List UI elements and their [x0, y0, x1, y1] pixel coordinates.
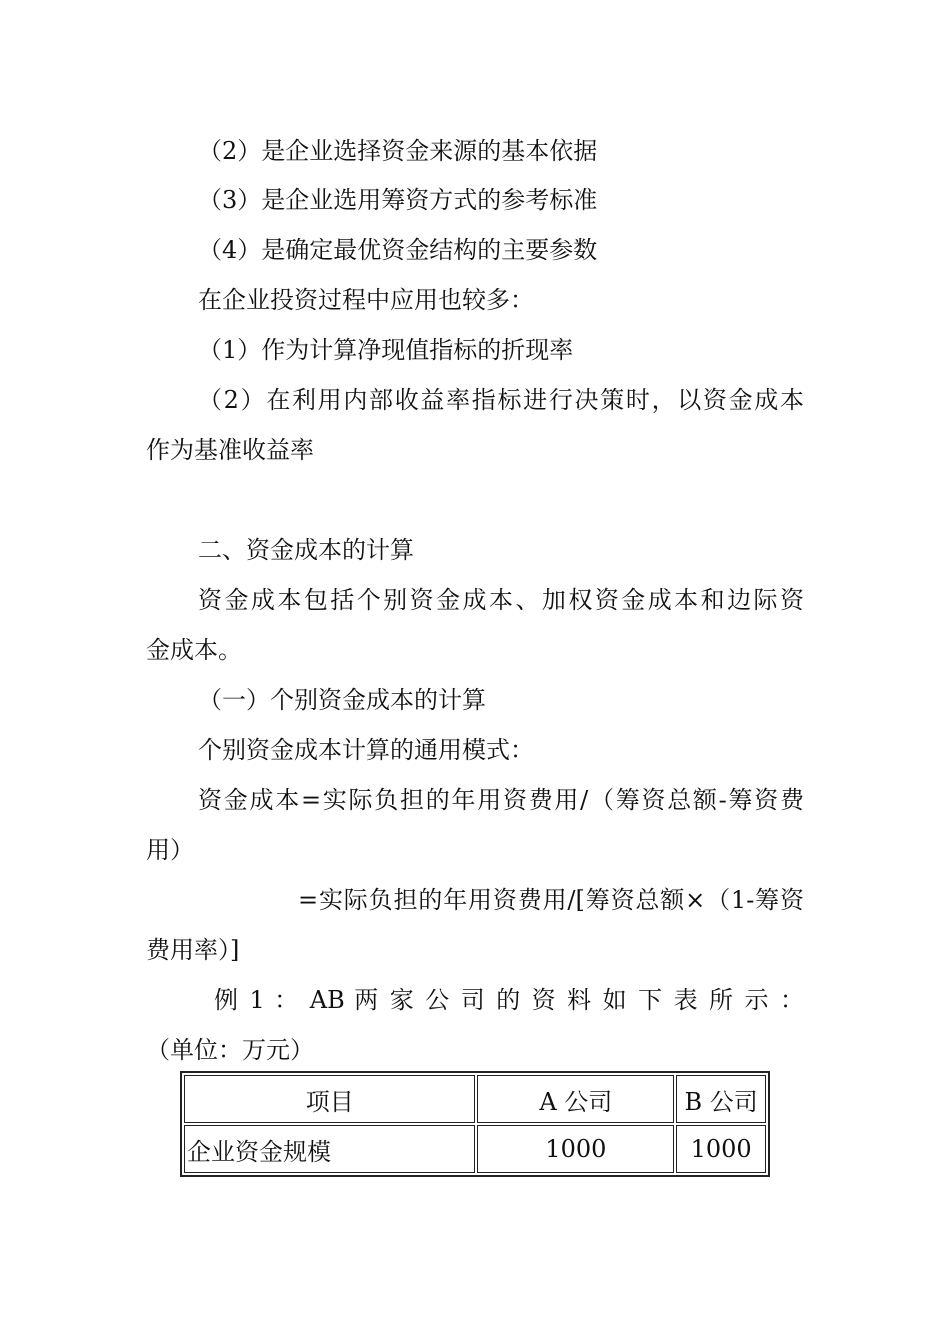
company-data-table: [180, 1071, 770, 1177]
example-intro-line1: 例 1 ： AB 两 家 公 司 的 资 料 如 下 表 所 示 ：: [214, 986, 804, 1014]
cell-company-a: 1000: [477, 1125, 674, 1173]
subsection-heading-individual: （一）个别资金成本的计算: [198, 686, 486, 714]
header-company-a: A 公司: [477, 1075, 674, 1123]
table-row: [184, 1125, 766, 1173]
formula-line2: =实际负担的年用资费用/[筹资总额×（1-筹资: [298, 886, 804, 914]
paragraph-cost-types-line2: 金成本。: [146, 636, 242, 664]
formula-line1: 资金成本=实际负担的年用资费用/（筹资总额-筹资费: [198, 786, 804, 814]
paragraph-discount-rate: （1）作为计算净现值指标的折现率: [198, 336, 574, 364]
cell-company-b: 1000: [676, 1125, 766, 1173]
header-item: 项目: [184, 1075, 475, 1123]
header-company-b: B 公司: [676, 1075, 766, 1123]
section-heading-calculation: 二、资金成本的计算: [198, 536, 414, 564]
paragraph-basis-source: （2）是企业选择资金来源的基本依据: [198, 137, 598, 165]
paragraph-irr-line2: 作为基准收益率: [146, 436, 314, 464]
paragraph-cost-types-line1: 资金成本包括个别资金成本、加权资金成本和边际资: [198, 586, 804, 614]
paragraph-general-model: 个别资金成本计算的通用模式：: [198, 736, 534, 764]
cell-item: 企业资金规模: [184, 1125, 475, 1173]
paragraph-investment-usage: 在企业投资过程中应用也较多：: [198, 286, 534, 314]
paragraph-financing-standard: （3）是企业选用筹资方式的参考标准: [198, 186, 598, 214]
formula-line2-cont: 费用率）]: [146, 936, 240, 964]
paragraph-optimal-structure: （4）是确定最优资金结构的主要参数: [198, 236, 598, 264]
table-header-row: [184, 1075, 766, 1123]
example-intro-line2: （单位：万元）: [146, 1036, 314, 1064]
formula-line1-cont: 用）: [146, 836, 194, 864]
paragraph-irr-line1: （2）在利用内部收益率指标进行决策时，以资金成本: [198, 386, 804, 414]
